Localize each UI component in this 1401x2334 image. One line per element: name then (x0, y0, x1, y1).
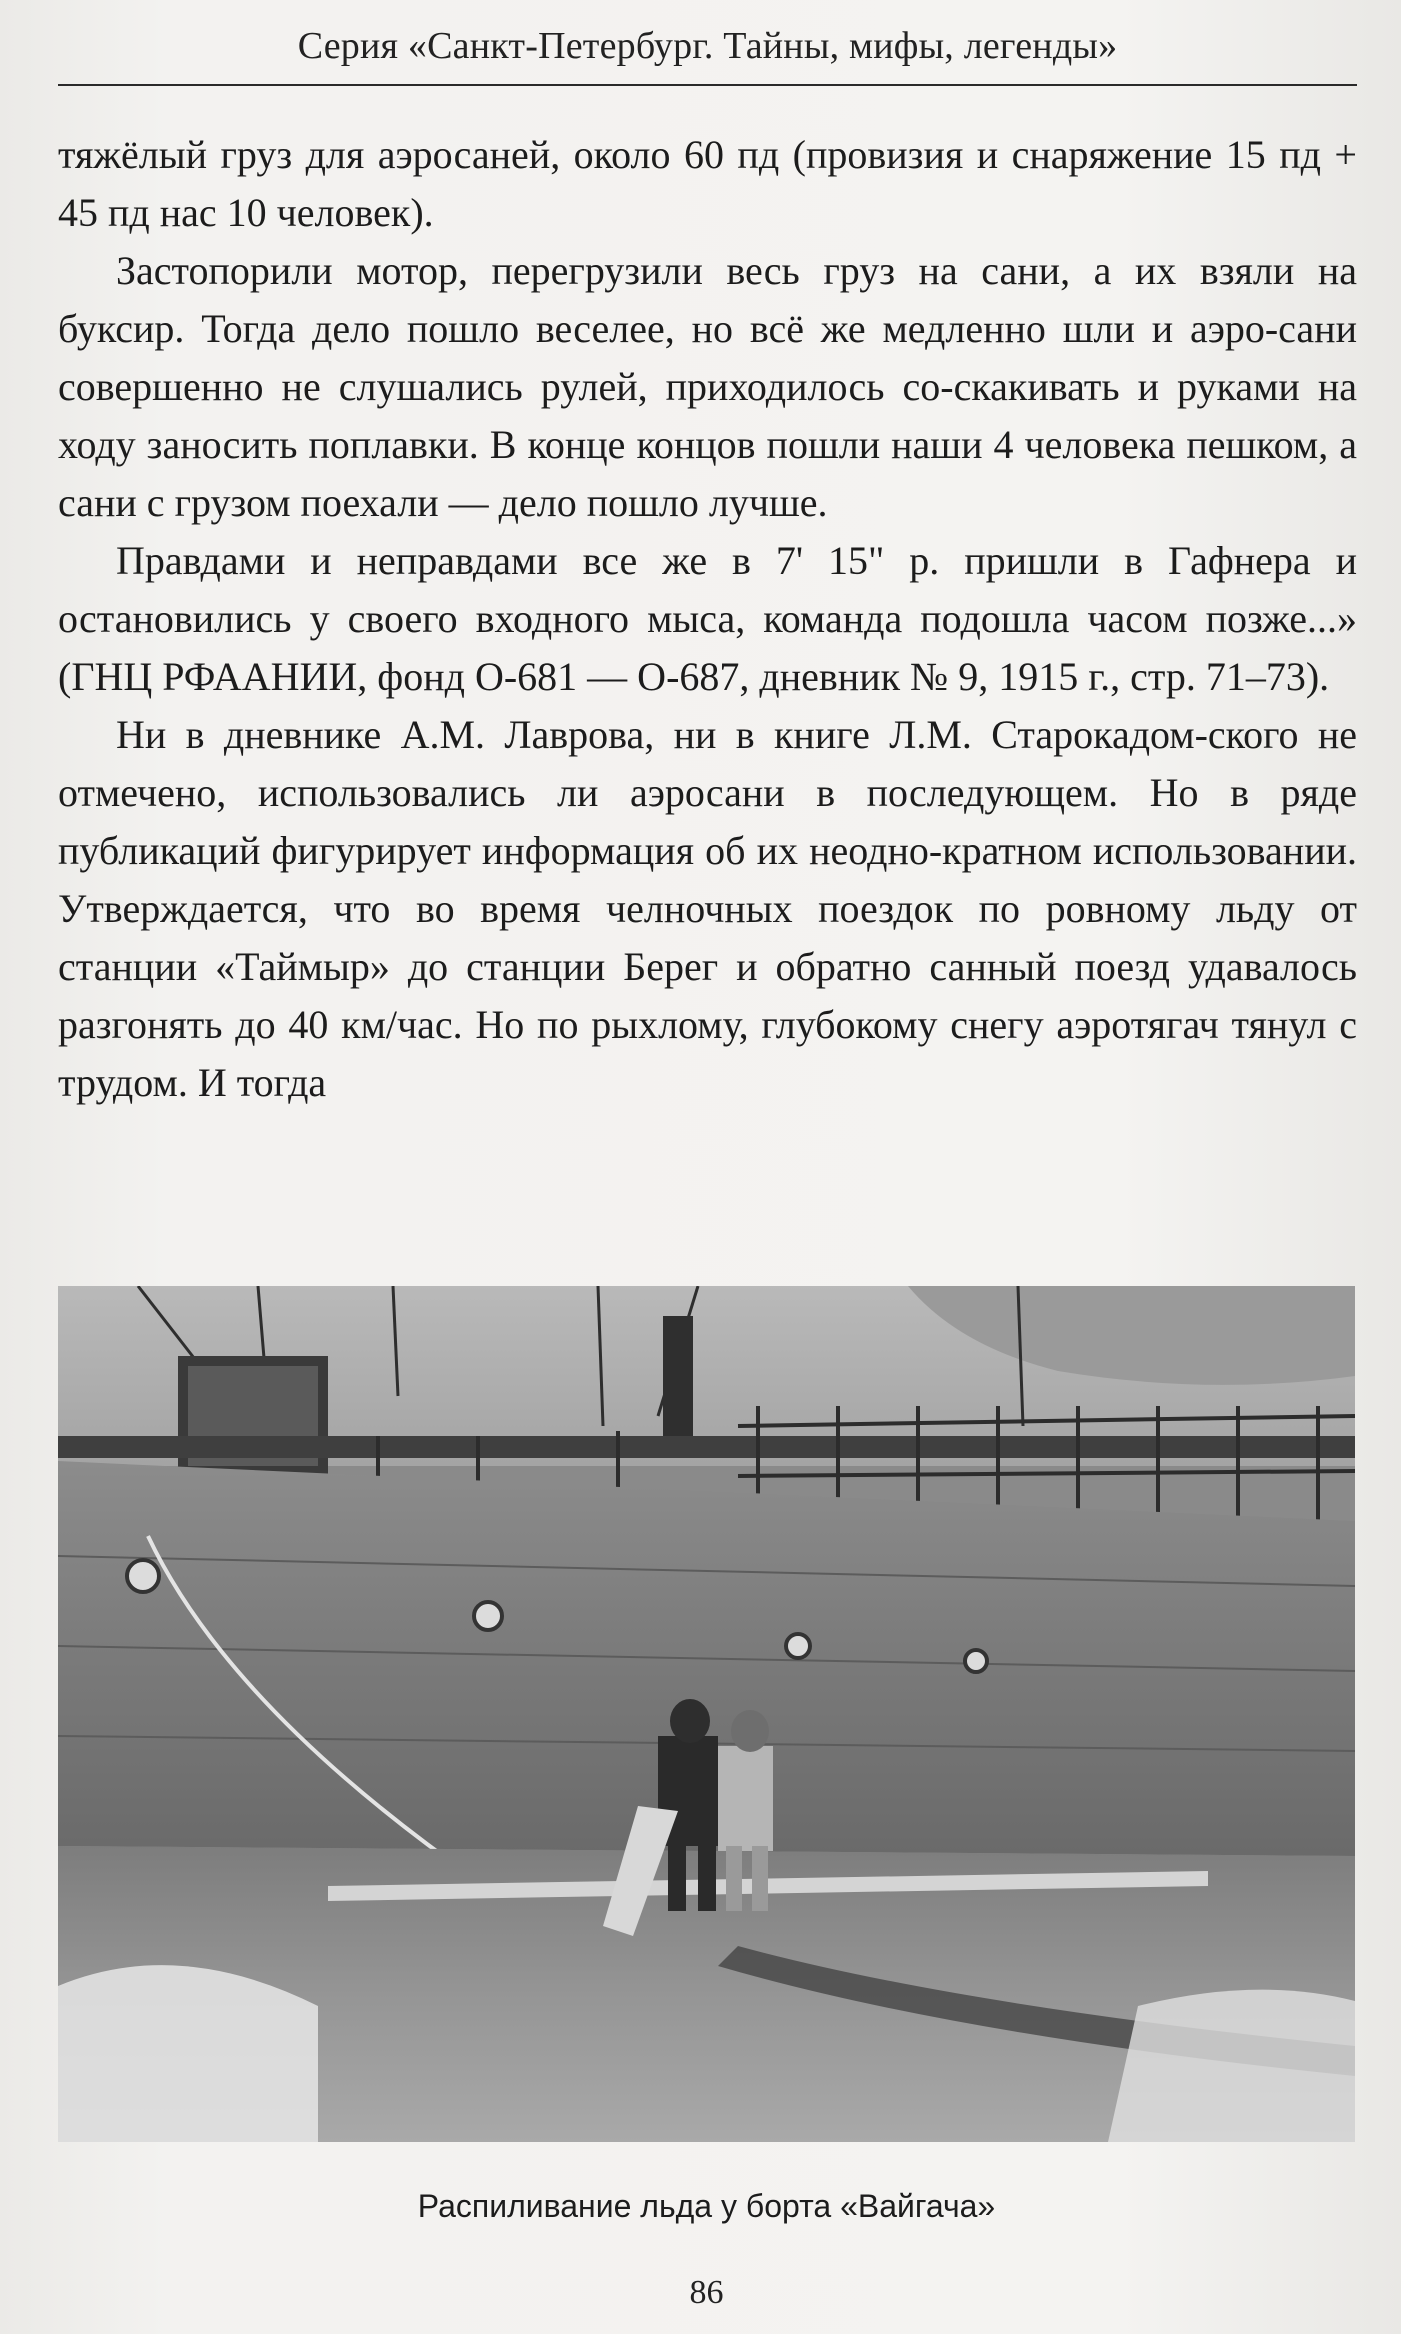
figure-caption: Распиливание льда у борта «Вайгача» (417, 2188, 996, 2224)
running-title: Серия «Санкт-Петербург. Тайны, мифы, легенды» (297, 25, 1118, 67)
header-rule (58, 84, 1357, 86)
body-text (58, 126, 1357, 1112)
paragraph-1: тяжёлый груз для аэросаней, около 60 пд (провизия и снаряжение 15 пд + 45 пд нас 10 человек). (58, 132, 1357, 235)
page-number: 86 (689, 2274, 724, 2311)
paragraph-2: Застопорили мотор, перегрузили весь груз на сани, а их взяли на буксир. Тогда дело пошло веселее, но всё же медленно шли и аэро-сани совершенно не слушались рулей, приходилось со-скакивать и руками на ходу заносить поплавки. В конце концов пошли наши 4 человека пешком, а сани с грузом поехали — дело пошло лучше. (58, 248, 1357, 525)
ship-photograph (58, 1286, 1355, 2142)
paragraph-4: Ни в дневнике А.М. Лаврова, ни в книге Л.М. Старокадом-ского не отмечено, использовались ли аэросани в последующем. Но в ряде публикаций фигурирует информация об их неодно-кратном использовании. Утверждается, что во время челночных поездок по ровному льду от станции «Таймыр» до станции Берег и обратно санный поезд удавалось разгонять до 40 км/час. Но по рыхлому, глубокому снегу аэротягач тянул с трудом. И тогда (58, 712, 1357, 1105)
ship-hull-ice-illustration (58, 1286, 1355, 2142)
paragraph-3: Правдами и неправдами все же в 7' 15" р. пришли в Гафнера и остановились у своего входного мыса, команда подошла часом позже...» (ГНЦ РФААНИИ, фонд О-681 — О-687, дневник № 9, 1915 г., стр. 71–73). (58, 538, 1357, 699)
